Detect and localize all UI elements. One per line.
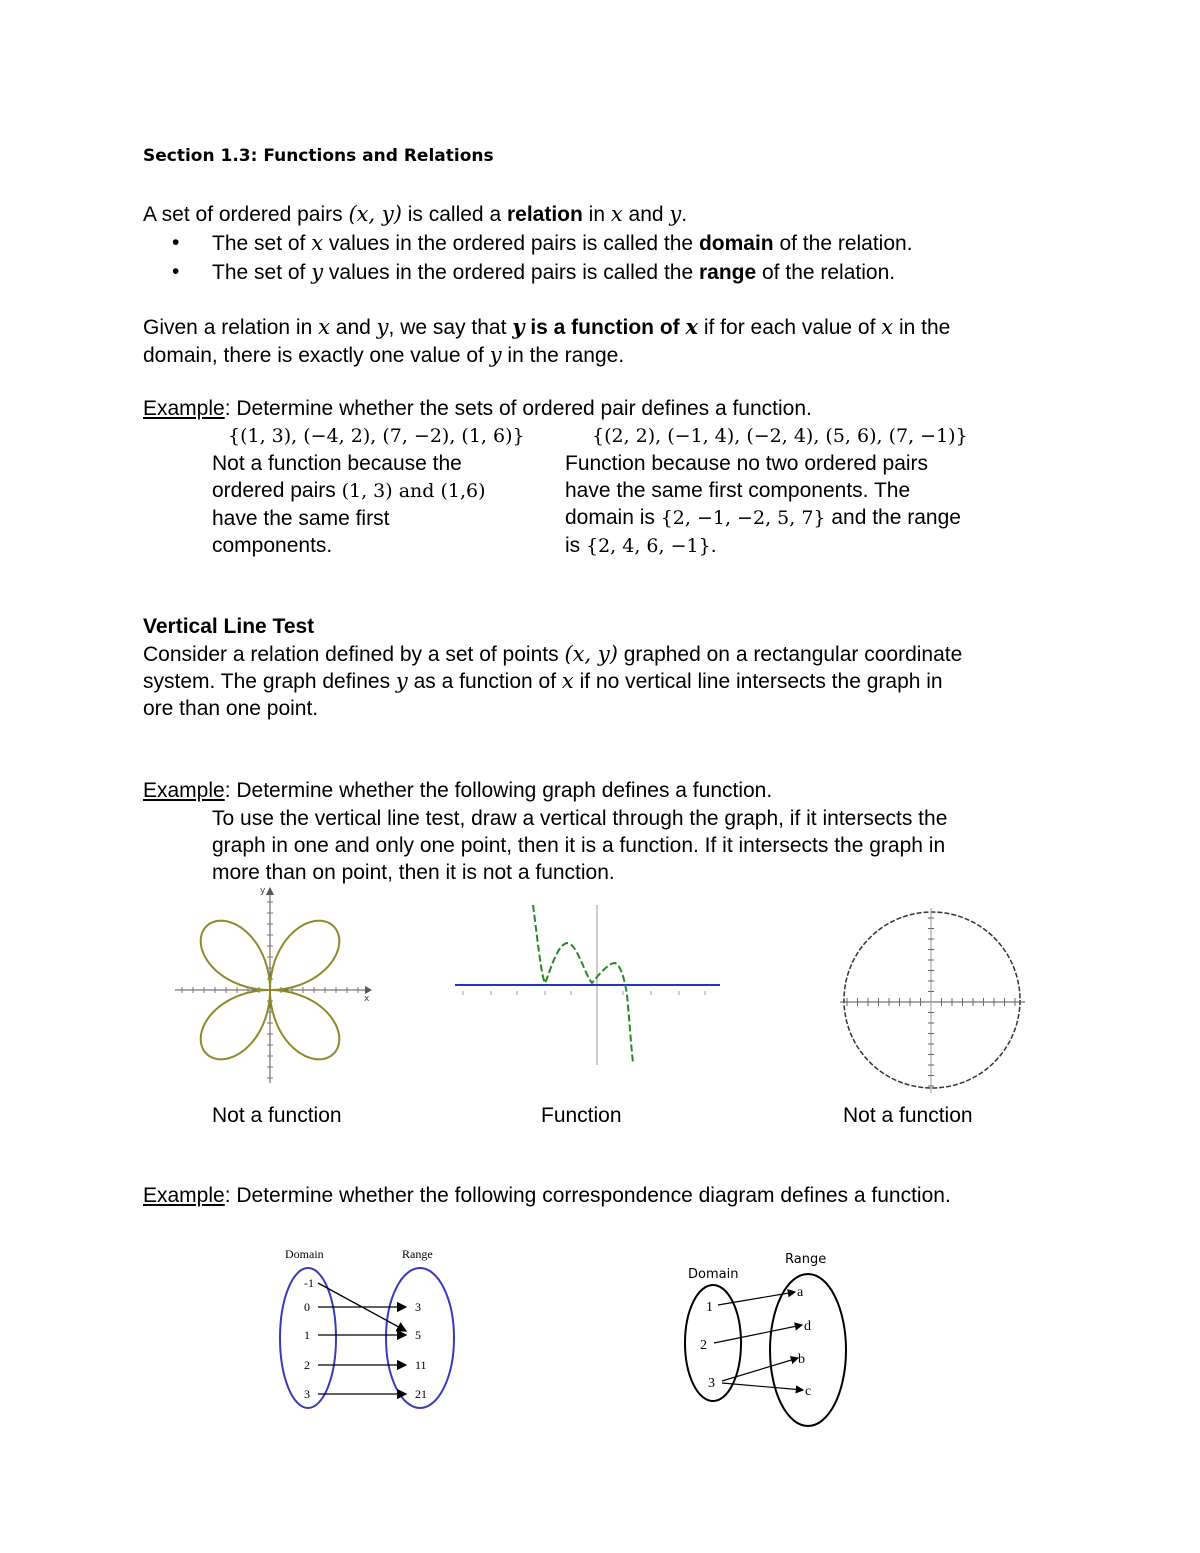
domain-label: Domain [285,1247,324,1261]
mapping-diagram-1 [270,1243,470,1413]
range-label: Range [402,1247,433,1261]
circle-graph [840,908,1025,1093]
range-value: d [804,1319,811,1334]
domain-bullet: The set of x values in the ordered pairs is called the domain of the relation. [212,231,913,255]
domain-value: 2 [304,1358,310,1372]
domain-value: 0 [304,1300,310,1314]
relation-definition: A set of ordered pairs (x, y) is called a relation in x and y. [143,202,688,226]
function-definition-line1: Given a relation in x and y, we say that y is a function of x if for each value of x in the [143,314,951,339]
example1-right-explanation: Function because no two ordered pairs have the same first components. The domain is {2, −1, −2, 5, 7} and the range is {2, 4, 6, −1}. [565,452,961,557]
range-value: 21 [415,1387,427,1401]
example2-prompt: Example: Determine whether the following graph defines a function. [143,779,773,802]
mapping-diagram-2 [680,1245,860,1425]
domain-value: 1 [706,1300,713,1315]
range-value: 5 [415,1328,421,1342]
bullet-icon: • [172,260,180,283]
example3-prompt: Example: Determine whether the following correspondence diagram defines a function. [143,1184,951,1207]
vlt-paragraph: Consider a relation defined by a set of points (x, y) graphed on a rectangular coordinate system. The graph defines y as a function of x if no vertical line intersects the graph in ore than one point. [143,642,963,720]
range-value: 11 [415,1358,427,1372]
domain-value: 1 [304,1328,310,1342]
caption-graph2: Function [541,1104,622,1127]
range-value: b [798,1352,805,1367]
bullet-icon: • [172,231,180,254]
domain-value: -1 [304,1276,314,1290]
range-value: c [805,1384,812,1399]
caption-graph1: Not a function [212,1104,342,1127]
domain-value: 3 [708,1376,715,1391]
example1-right-set: {(2, 2), (−1, 4), (−2, 4), (5, 6), (7, −1)} [592,425,968,447]
example1-left-set: {(1, 3), (−4, 2), (7, −2), (1, 6)} [228,425,525,447]
domain-value: 3 [304,1387,310,1401]
domain-value: 2 [700,1338,707,1353]
y-axis-label: y [260,886,266,896]
domain-label: Domain [688,1267,739,1282]
section-title: Section 1.3: Functions and Relations [143,146,494,166]
caption-graph3: Not a function [843,1104,973,1127]
polynomial-graph [455,905,725,1065]
vlt-heading: Vertical Line Test [143,615,315,638]
range-label: Range [785,1252,827,1267]
example1-left-explanation: Not a function because the ordered pairs (1, 3) and (1,6) have the same first components. [212,452,486,557]
range-bullet: The set of y values in the ordered pairs is called the range of the relation. [212,260,896,284]
range-value: a [797,1285,804,1300]
range-value: 3 [415,1300,421,1314]
function-definition-line2: domain, there is exactly one value of y in the range. [143,343,625,367]
example1-prompt: Example: Determine whether the sets of ordered pair defines a function. [143,397,812,420]
example2-explanation: To use the vertical line test, draw a vertical through the graph, if it intersects the graph in one and only one point, then it is a function. If it intersects the graph in more than on point, then it is not a function. [212,807,948,884]
x-axis-label: x [364,994,370,1004]
rose-graph [175,885,375,1085]
